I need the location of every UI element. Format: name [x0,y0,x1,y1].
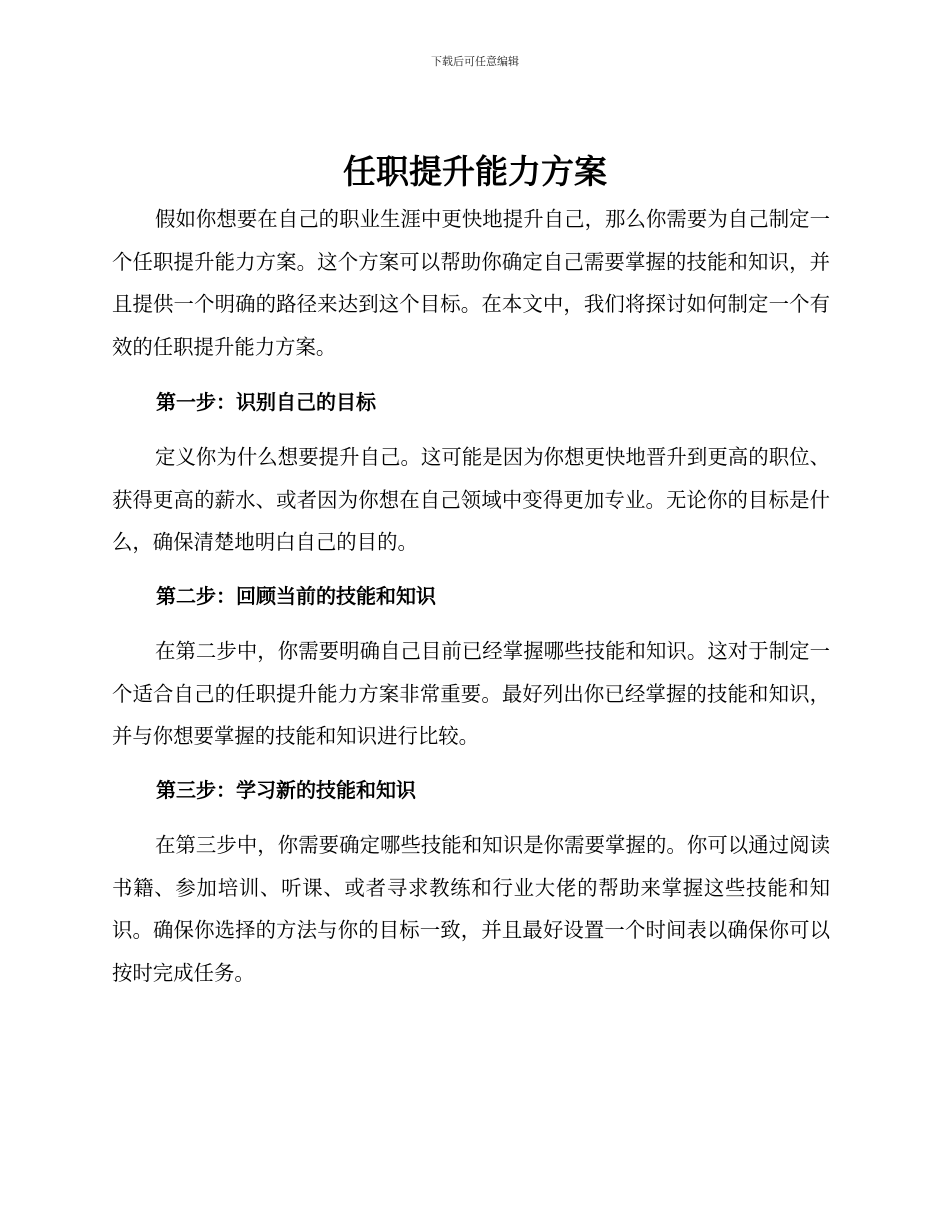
step-2-paragraph: 在第二步中，你需要明确自己目前已经掌握哪些技能和知识。这对于制定一个适合自己的任职提升能力方案非常重要。最好列出你已经掌握的技能和知识，并与你想要掌握的技能和知识进行比较。 [112,639,830,748]
step-1-paragraph: 定义你为什么想要提升自己。这可能是因为你想更快地晋升到更高的职位、获得更高的薪水、或者因为你想在自己领域中变得更加专业。无论你的目标是什么，确保清楚地明白自己的目的。 [112,445,830,554]
header-note: 下载后可任意编辑 [431,55,519,68]
step-1-heading: 第一步：识别自己的目标 [156,390,376,414]
step-3-paragraph: 在第三步中，你需要确定哪些技能和知识是你需要掌握的。你可以通过阅读书籍、参加培训、听课、或者寻求教练和行业大佬的帮助来掌握这些技能和知识。确保你选择的方法与你的目标一致，并且最好设置一个时间表以确保你可以按时完成任务。 [112,833,830,985]
step-3-heading: 第三步：学习新的技能和知识 [156,778,416,802]
page-title: 任职提升能力方案 [343,152,607,191]
step-2-heading: 第二步：回顾当前的技能和知识 [156,584,436,608]
intro-paragraph: 假如你想要在自己的职业生涯中更快地提升自己，那么你需要为自己制定一个任职提升能力方案。这个方案可以帮助你确定自己需要掌握的技能和知识，并且提供一个明确的路径来达到这个目标。在本文中，我们将探讨如何制定一个有效的任职提升能力方案。 [112,207,830,359]
